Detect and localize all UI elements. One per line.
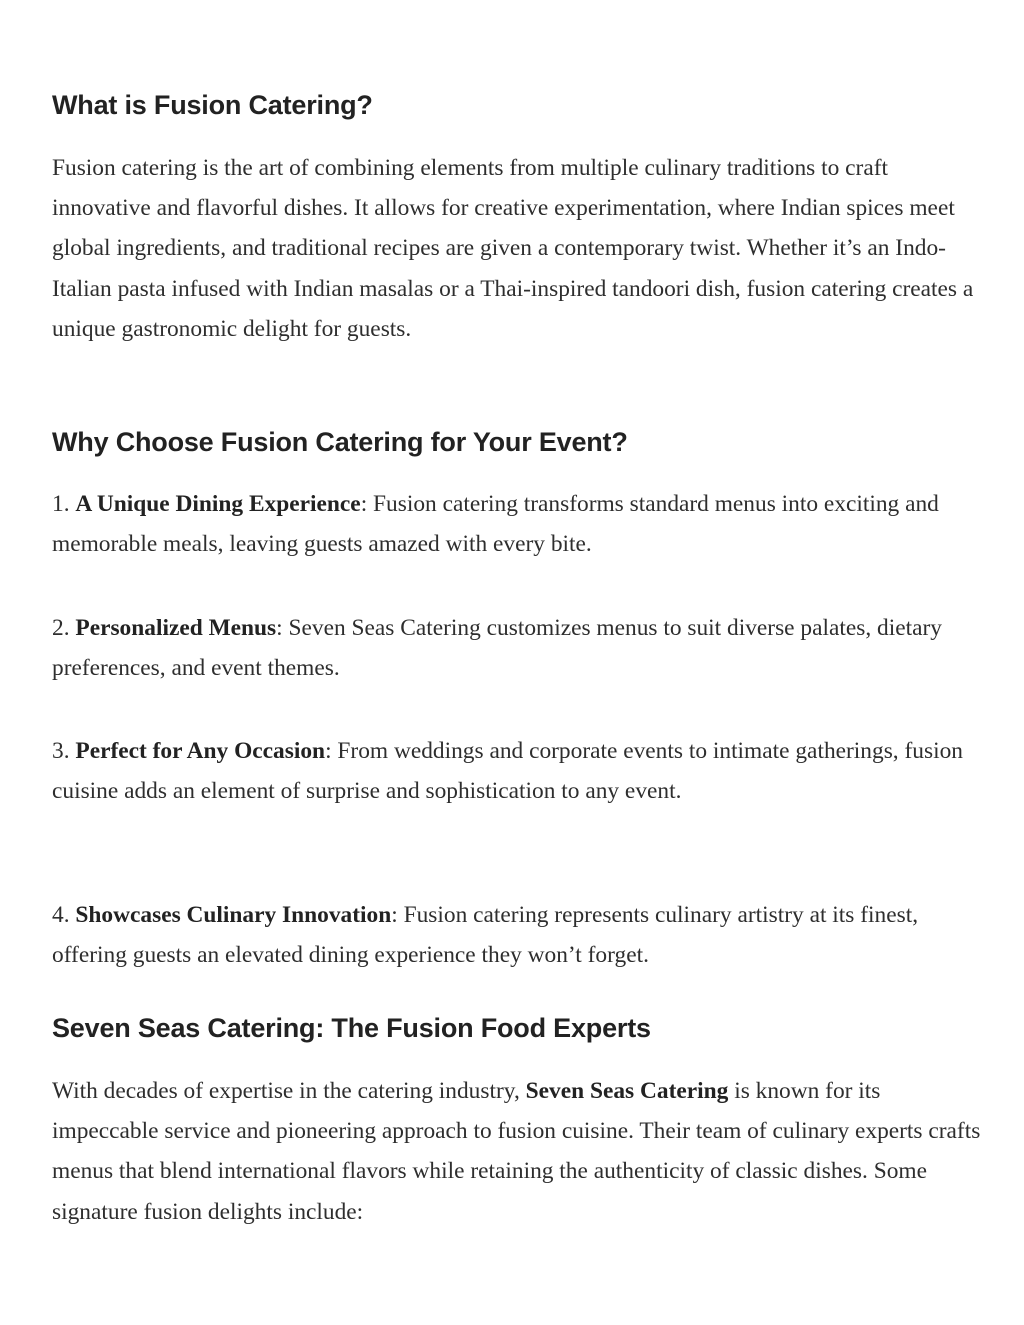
section-heading-fusion-food-experts: Seven Seas Catering: The Fusion Food Experts <box>52 1013 651 1043</box>
section-heading-what-is-fusion-catering: What is Fusion Catering? <box>52 90 373 120</box>
experts-text-before: With decades of expertise in the catering industry, <box>52 1078 526 1104</box>
benefit-text: : Fusion catering transforms standard menus into exciting and memorable meals, leaving guests amazed with every bite. <box>52 491 939 558</box>
benefit-number: 1. <box>52 491 70 517</box>
benefit-number: 4. <box>52 902 70 928</box>
benefit-title: Perfect for Any Occasion <box>75 738 326 764</box>
benefit-number: 3. <box>52 738 70 764</box>
benefit-text: : From weddings and corporate events to intimate gatherings, fusion cuisine adds an element of surprise and sophistication to any event. <box>52 738 963 805</box>
section-heading-why-choose: Why Choose Fusion Catering for Your Event? <box>52 427 628 457</box>
benefit-item <box>52 731 982 811</box>
fusion-catering-description: Fusion catering is the art of combining elements from multiple culinary traditions to craft innovative and flavorful dishes. It allows for creative experimentation, where Indian spices meet global ingredients, and traditional recipes are given a contemporary twist. Whether it’s an Indo-Italian pasta infused with Indian masalas or a Thai-inspired tandoori dish, fusion catering creates a unique gastronomic delight for guests. <box>52 155 974 342</box>
benefit-text: : Fusion catering represents culinary artistry at its finest, offering guests an elevated dining experience they won’t forget. <box>52 902 919 969</box>
benefit-item <box>52 484 982 564</box>
brand-name: Seven Seas Catering <box>525 1078 729 1104</box>
benefit-title: Showcases Culinary Innovation <box>75 902 392 928</box>
benefit-title: Personalized Menus <box>75 615 277 641</box>
experts-text-after: is known for its impeccable service and pioneering approach to fusion cuisine. Their team of culinary experts crafts menus that blend international flavors while retaining the authenticity of classic dishes. Some signature fusion delights include: <box>52 1078 981 1225</box>
benefit-item <box>52 608 982 688</box>
benefit-item <box>52 895 982 975</box>
experts-description <box>52 1071 982 1232</box>
benefit-number: 2. <box>52 615 70 641</box>
benefit-title: A Unique Dining Experience <box>75 491 361 517</box>
benefit-text: : Seven Seas Catering customizes menus to suit diverse palates, dietary preferences, and event themes. <box>52 615 942 682</box>
